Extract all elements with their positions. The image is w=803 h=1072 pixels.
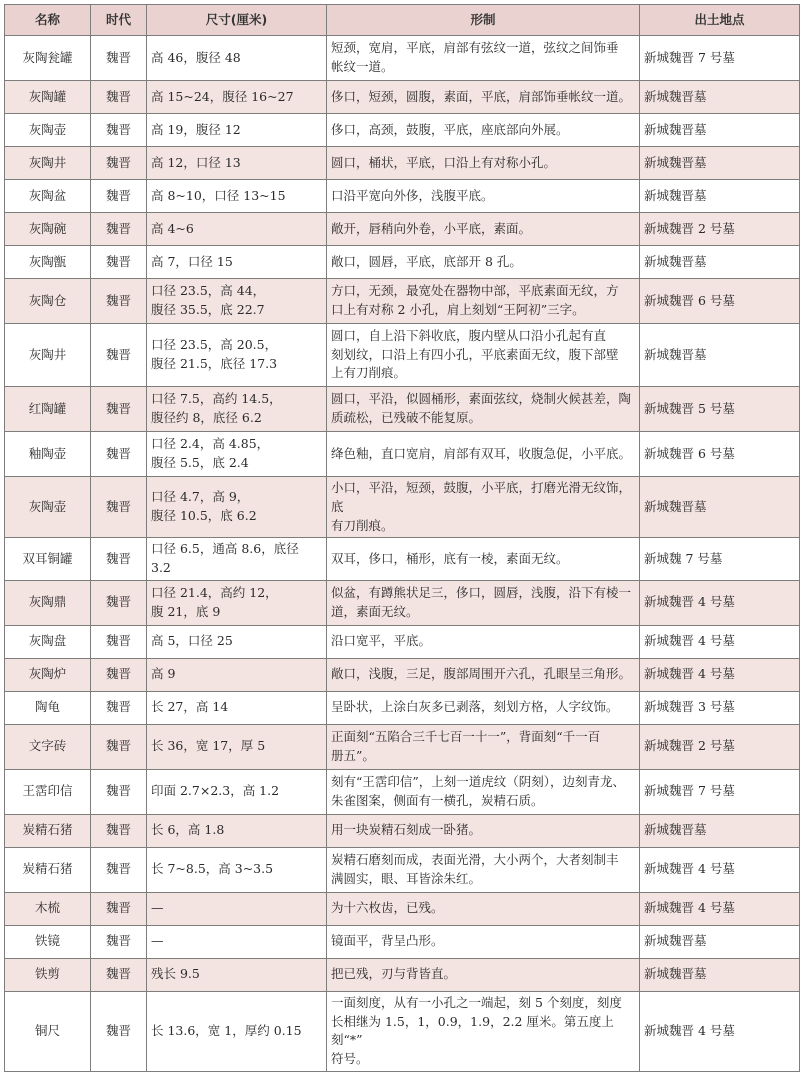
size-line: 腹径 5.5，底 2.4 — [151, 455, 249, 470]
size-line: 口径 21.4，高约 12， — [151, 585, 278, 600]
cell-era: 魏晋 — [91, 114, 147, 147]
cell-size — [147, 925, 327, 958]
table-row — [5, 538, 800, 581]
cell-size — [147, 958, 327, 991]
size-line: 腹径 10.5，底 6.2 — [151, 508, 257, 524]
size-line: 高 9 — [151, 666, 176, 682]
cell-size — [147, 580, 327, 625]
cell-location: 新城魏晋 4 号墓 — [640, 991, 800, 1071]
form-line: 双耳，侈口，桶形，底有一棱，素面无纹。 — [331, 550, 569, 566]
artifact-table — [4, 4, 800, 1072]
form-line: 沿口宽平，平底。 — [331, 633, 432, 649]
size-line: 口径 2.4，高 4.85， — [151, 436, 270, 452]
form-line: 用一块炭精石刻成一卧猪。 — [331, 822, 482, 838]
cell-era: 魏晋 — [91, 387, 147, 432]
cell-name: 木梳 — [5, 892, 91, 925]
cell-era: 魏晋 — [91, 36, 147, 81]
cell-form — [327, 814, 640, 847]
size-line: 印面 2.7×2.3，高 1.2 — [151, 783, 280, 799]
cell-era: 魏晋 — [91, 432, 147, 477]
form-line: 侈口，短颈，圆腹，素面，平底，肩部饰垂帐纹一道。 — [331, 88, 632, 104]
cell-era: 魏晋 — [91, 213, 147, 246]
cell-name: 灰陶罐 — [5, 81, 91, 114]
size-line: 高 8~10，口径 13~15 — [151, 187, 286, 203]
cell-era: 魏晋 — [91, 991, 147, 1071]
cell-location: 新城魏晋 6 号墓 — [640, 279, 800, 324]
form-line: 道，素面无纹。 — [331, 603, 419, 619]
size-line: 腹径 35.5，底 22.7 — [151, 302, 265, 317]
cell-form — [327, 580, 640, 625]
cell-size — [147, 246, 327, 279]
cell-location: 新城魏晋墓 — [640, 814, 800, 847]
cell-form — [327, 324, 640, 387]
cell-location: 新城魏 7 号墓 — [640, 538, 800, 581]
cell-location: 新城魏晋 4 号墓 — [640, 892, 800, 925]
cell-form — [327, 847, 640, 892]
table-row — [5, 691, 800, 724]
size-line: 长 13.6，宽 1，厚约 0.15 — [151, 1022, 302, 1038]
cell-form — [327, 477, 640, 538]
cell-form — [327, 658, 640, 691]
form-line: 满圆实，眼、耳皆涂朱红。 — [331, 870, 482, 886]
cell-era: 魏晋 — [91, 691, 147, 724]
cell-form — [327, 538, 640, 581]
cell-name: 灰陶鼎 — [5, 580, 91, 625]
form-line: 口上有对称 2 小孔，肩上刻划“王阿初”三字。 — [331, 302, 585, 317]
size-line: 腹 21，底 9 — [151, 603, 221, 619]
cell-size — [147, 691, 327, 724]
cell-location: 新城魏晋 7 号墓 — [640, 769, 800, 814]
size-line: 口径 7.5，高约 14.5， — [151, 391, 282, 407]
cell-name: 灰陶盘 — [5, 625, 91, 658]
cell-size — [147, 538, 327, 581]
cell-era: 魏晋 — [91, 279, 147, 324]
cell-name: 双耳铜罐 — [5, 538, 91, 581]
size-line: 长 7~8.5，高 3~3.5 — [151, 861, 274, 877]
cell-era: 魏晋 — [91, 925, 147, 958]
cell-form — [327, 432, 640, 477]
header-era: 时代 — [91, 5, 147, 36]
form-line: 呈卧状，上涂白灰多已剥落，刻划方格，人字纹饰。 — [331, 699, 619, 715]
cell-form — [327, 81, 640, 114]
cell-name: 王霑印信 — [5, 769, 91, 814]
cell-name: 灰陶壶 — [5, 477, 91, 538]
form-line: 敞口，浅腹，三足，腹部周围开六孔，孔眼呈三角形。 — [331, 666, 632, 682]
cell-location: 新城魏晋 3 号墓 — [640, 691, 800, 724]
cell-size — [147, 387, 327, 432]
size-line: 腹径约 8，底径 6.2 — [151, 410, 262, 425]
cell-location: 新城魏晋 4 号墓 — [640, 625, 800, 658]
cell-location: 新城魏晋 4 号墓 — [640, 847, 800, 892]
size-line: 高 46，腹径 48 — [151, 49, 241, 65]
cell-era: 魏晋 — [91, 892, 147, 925]
table-row — [5, 658, 800, 691]
cell-form — [327, 769, 640, 814]
cell-size — [147, 769, 327, 814]
cell-name: 釉陶壶 — [5, 432, 91, 477]
table-row — [5, 477, 800, 538]
table-row — [5, 892, 800, 925]
table-row — [5, 81, 800, 114]
cell-size — [147, 324, 327, 387]
cell-size — [147, 114, 327, 147]
cell-era: 魏晋 — [91, 246, 147, 279]
cell-name: 灰陶井 — [5, 324, 91, 387]
form-line: 敞开，唇稍向外卷，小平底，素面。 — [331, 220, 532, 236]
cell-name: 文字砖 — [5, 724, 91, 769]
form-line: 炭精石磨刻而成，表面光滑，大小两个，大者刻制丰 — [331, 852, 619, 867]
size-line: 长 6，高 1.8 — [151, 822, 225, 838]
table-row — [5, 580, 800, 625]
cell-name: 灰陶甑 — [5, 246, 91, 279]
cell-era: 魏晋 — [91, 324, 147, 387]
table-row — [5, 36, 800, 81]
cell-name: 灰陶碗 — [5, 213, 91, 246]
form-line: 帐纹一道。 — [331, 59, 394, 74]
cell-name: 铁镜 — [5, 925, 91, 958]
form-line: 敞口，圆唇，平底，底部开 8 孔。 — [331, 253, 522, 269]
header-form: 形制 — [327, 5, 640, 36]
cell-size — [147, 847, 327, 892]
form-line: 小口，平沿，短颈，鼓腹，小平底，打磨光滑无纹饰，底 — [331, 480, 632, 514]
size-line: 长 36，宽 17，厚 5 — [151, 738, 266, 754]
form-line: 为十六枚齿，已残。 — [331, 900, 444, 916]
cell-era: 魏晋 — [91, 180, 147, 213]
form-line: 口沿平宽向外侈，浅腹平底。 — [331, 187, 494, 203]
table-row — [5, 279, 800, 324]
form-line: 圆口，平沿，似圆桶形，素面弦纹，烧制火候甚差，陶 — [331, 391, 632, 407]
cell-form — [327, 147, 640, 180]
size-line: 高 5，口径 25 — [151, 633, 233, 649]
cell-era: 魏晋 — [91, 658, 147, 691]
header-row — [5, 5, 800, 36]
cell-location: 新城魏晋墓 — [640, 958, 800, 991]
cell-size — [147, 892, 327, 925]
form-line: 把已残，刃与背皆直。 — [331, 966, 457, 982]
form-line: 一面刻度，从有一小孔之一端起，刻 5 个刻度，刻度 — [331, 994, 622, 1010]
cell-size — [147, 658, 327, 691]
table-row — [5, 925, 800, 958]
cell-size — [147, 147, 327, 180]
form-line: 符号。 — [331, 1051, 369, 1066]
form-line: 正面刻“五陷合三千七百一十一”，背面刻“千一百 — [331, 729, 601, 744]
form-line: 方口，无颈，最宽处在器物中部，平底素面无纹，方 — [331, 283, 619, 299]
cell-era: 魏晋 — [91, 625, 147, 658]
size-line: 残长 9.5 — [151, 966, 200, 982]
cell-location: 新城魏晋 2 号墓 — [640, 724, 800, 769]
form-line: 镜面平，背呈凸形。 — [331, 933, 444, 949]
cell-era: 魏晋 — [91, 958, 147, 991]
cell-name: 灰陶炉 — [5, 658, 91, 691]
header-name: 名称 — [5, 5, 91, 36]
cell-form — [327, 925, 640, 958]
form-line: 刻划纹，口沿上有四小孔，平底素面无纹，腹下部壁 — [331, 346, 619, 362]
header-size: 尺寸(厘米) — [147, 5, 327, 36]
cell-era: 魏晋 — [91, 769, 147, 814]
size-line: 口径 23.5，高 20.5， — [151, 337, 278, 353]
cell-location: 新城魏晋 6 号墓 — [640, 432, 800, 477]
cell-location: 新城魏晋墓 — [640, 925, 800, 958]
cell-size — [147, 213, 327, 246]
cell-form — [327, 724, 640, 769]
cell-form — [327, 279, 640, 324]
form-line: 短颈，宽肩，平底，肩部有弦纹一道，弦纹之间饰垂 — [331, 40, 619, 56]
cell-size — [147, 180, 327, 213]
size-line: 长 27，高 14 — [151, 699, 229, 715]
cell-form — [327, 246, 640, 279]
size-line: — — [151, 900, 164, 916]
cell-size — [147, 724, 327, 769]
size-line: — — [151, 933, 164, 949]
cell-name: 灰陶瓮罐 — [5, 36, 91, 81]
cell-form — [327, 114, 640, 147]
cell-form — [327, 958, 640, 991]
size-line: 高 7，口径 15 — [151, 253, 233, 269]
cell-name: 铁剪 — [5, 958, 91, 991]
cell-location: 新城魏晋 5 号墓 — [640, 387, 800, 432]
form-line: 绛色釉，直口宽肩，肩部有双耳，收腹急促，小平底。 — [331, 445, 632, 461]
cell-form — [327, 691, 640, 724]
cell-era: 魏晋 — [91, 724, 147, 769]
cell-size — [147, 36, 327, 81]
cell-era: 魏晋 — [91, 538, 147, 581]
header-location: 出土地点 — [640, 5, 800, 36]
table-row — [5, 213, 800, 246]
cell-era: 魏晋 — [91, 847, 147, 892]
cell-location: 新城魏晋 2 号墓 — [640, 213, 800, 246]
form-line: 册五”。 — [331, 747, 375, 763]
cell-size — [147, 432, 327, 477]
cell-name: 铜尺 — [5, 991, 91, 1071]
cell-name: 炭精石猪 — [5, 814, 91, 847]
size-line: 高 12，口径 13 — [151, 154, 241, 170]
cell-name: 红陶罐 — [5, 387, 91, 432]
size-line: 高 15~24，腹径 16~27 — [151, 88, 294, 104]
cell-form — [327, 991, 640, 1071]
table-row — [5, 432, 800, 477]
table-row — [5, 847, 800, 892]
size-line: 高 4~6 — [151, 220, 194, 236]
table-row — [5, 324, 800, 387]
cell-name: 炭精石猪 — [5, 847, 91, 892]
size-line: 口径 23.5，高 44， — [151, 283, 266, 299]
form-line: 有刀削痕。 — [331, 517, 394, 533]
size-line: 口径 6.5，通高 8.6，底径 3.2 — [151, 541, 299, 575]
table-row — [5, 246, 800, 279]
form-line: 侈口，高颈，鼓腹，平底，座底部向外展。 — [331, 121, 569, 137]
cell-form — [327, 180, 640, 213]
cell-location: 新城魏晋墓 — [640, 246, 800, 279]
cell-form — [327, 892, 640, 925]
size-line: 高 19，腹径 12 — [151, 121, 241, 137]
cell-form — [327, 387, 640, 432]
form-line: 圆口，自上沿下斜收底，腹内壁从口沿小孔起有直 — [331, 327, 607, 343]
cell-size — [147, 814, 327, 847]
cell-size — [147, 477, 327, 538]
form-line: 长相继为 1.5，1，0.9，1.9，2.2 厘米。第五度上刻“*” — [331, 1013, 614, 1048]
form-line: 上有刀削痕。 — [331, 365, 407, 381]
form-line: 刻有“王霑印信”，上刻一道虎纹（阴刻），边刻青龙、 — [331, 774, 626, 789]
cell-name: 灰陶井 — [5, 147, 91, 180]
cell-location: 新城魏晋墓 — [640, 147, 800, 180]
table-row — [5, 958, 800, 991]
form-line: 似盆，有蹲熊状足三，侈口，圆唇，浅腹，沿下有棱一 — [331, 585, 632, 600]
cell-era: 魏晋 — [91, 580, 147, 625]
cell-location: 新城魏晋 4 号墓 — [640, 580, 800, 625]
cell-name: 灰陶仓 — [5, 279, 91, 324]
size-line: 腹径 21.5，底径 17.3 — [151, 356, 278, 371]
table-body — [5, 36, 800, 1072]
cell-size — [147, 625, 327, 658]
cell-era: 魏晋 — [91, 81, 147, 114]
cell-form — [327, 213, 640, 246]
table-row — [5, 180, 800, 213]
table-row — [5, 625, 800, 658]
cell-form — [327, 625, 640, 658]
cell-name: 灰陶壶 — [5, 114, 91, 147]
cell-era: 魏晋 — [91, 814, 147, 847]
cell-location: 新城魏晋墓 — [640, 324, 800, 387]
table-row — [5, 387, 800, 432]
cell-size — [147, 81, 327, 114]
table-row — [5, 814, 800, 847]
cell-location: 新城魏晋墓 — [640, 81, 800, 114]
cell-era: 魏晋 — [91, 147, 147, 180]
cell-era: 魏晋 — [91, 477, 147, 538]
size-line: 口径 4.7，高 9， — [151, 489, 250, 505]
form-line: 朱雀图案，侧面有一横孔，炭精石质。 — [331, 792, 544, 808]
cell-location: 新城魏晋墓 — [640, 477, 800, 538]
cell-name: 灰陶盆 — [5, 180, 91, 213]
table-row — [5, 991, 800, 1071]
cell-name: 陶龟 — [5, 691, 91, 724]
cell-location: 新城魏晋墓 — [640, 114, 800, 147]
cell-location: 新城魏晋 4 号墓 — [640, 658, 800, 691]
table-row — [5, 147, 800, 180]
table-row — [5, 769, 800, 814]
cell-location: 新城魏晋 7 号墓 — [640, 36, 800, 81]
cell-form — [327, 36, 640, 81]
form-line: 圆口，桶状，平底，口沿上有对称小孔。 — [331, 154, 557, 170]
cell-size — [147, 991, 327, 1071]
form-line: 质疏松，已残破不能复原。 — [331, 410, 482, 425]
table-row — [5, 724, 800, 769]
cell-size — [147, 279, 327, 324]
table-row — [5, 114, 800, 147]
cell-location: 新城魏晋墓 — [640, 180, 800, 213]
